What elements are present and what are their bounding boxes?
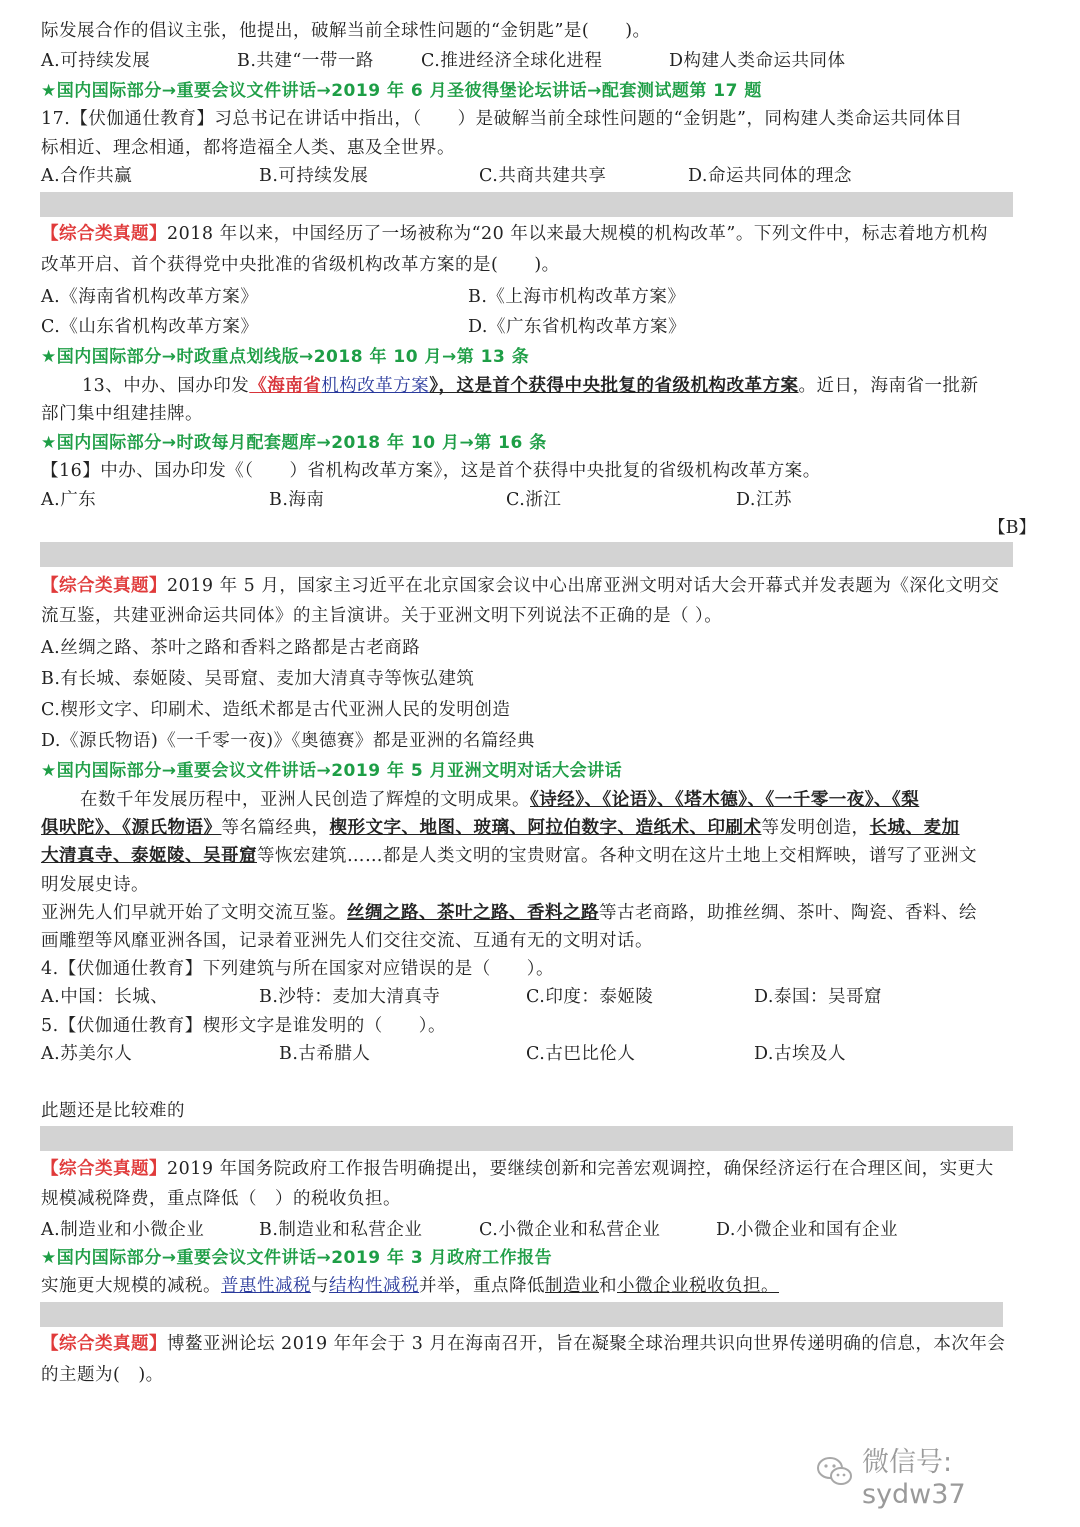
option-b: B.海南 xyxy=(269,490,325,510)
answer-explanation: 实施更大规模的减税。普惠性减税与结构性减税并举，重点降低制造业和小微企业税收负担。 xyxy=(41,1276,779,1296)
options-row xyxy=(41,313,1041,342)
option-b: B.《上海市机构改革方案》 xyxy=(468,287,686,307)
option-c: C.楔形文字、印刷术、造纸术都是古代亚洲人民的发明创造 xyxy=(41,700,511,720)
options-row xyxy=(41,1216,1041,1245)
question-stem: 规模减税降费，重点降低（ ）的税收负担。 xyxy=(41,1189,401,1209)
answer-key: 【B】 xyxy=(988,518,1036,538)
option-c: C.《山东省机构改革方案》 xyxy=(41,317,259,337)
question-stem: 【综合类真题】2018 年以来，中国经历了一场被称为“20 年以来最大规模的机构改革”。下列文件中，标志着地方机构 xyxy=(41,224,988,244)
option-b: B.沙特：麦加大清真寺 xyxy=(259,987,441,1007)
option-b: B.共建“一带一路 xyxy=(237,51,374,71)
options-row xyxy=(41,283,1041,312)
wechat-icon xyxy=(816,1456,862,1495)
excerpt-paragraph: 亚洲先人们早就开始了文明交流互鉴。丝绸之路、茶叶之路、香料之路等古老商路，助推丝绸、茶叶、陶瓷、香料、绘 xyxy=(41,903,977,923)
excerpt-paragraph: 明发展史诗。 xyxy=(41,875,149,895)
option-d: D.命运共同体的理念 xyxy=(688,166,852,186)
source-line: ★国内国际部分→时政每月配套题库→2018 年 10 月→第 16 条 xyxy=(41,433,547,453)
option-a: A.苏美尔人 xyxy=(41,1044,133,1064)
option-d: D.古埃及人 xyxy=(754,1044,846,1064)
question-stem: 【综合类真题】博鳌亚洲论坛 2019 年年会于 3 月在海南召开，旨在凝聚全球治理共识向世界传递明确的信息，本次年会 xyxy=(41,1334,1006,1354)
option-d: D.《源氏物语)《一千零一夜)》《奥德赛》都是亚洲的名篇经典 xyxy=(41,731,535,751)
option-d: D构建人类命运共同体 xyxy=(669,51,846,71)
section-divider xyxy=(40,192,1013,217)
source-line: ★国内国际部分→时政重点划线版→2018 年 10 月→第 13 条 xyxy=(41,347,530,367)
question-stem: 【综合类真题】2019 年国务院政府工作报告明确提出，要继续创新和完善宏观调控，确保经济运行在合理区间，实更大 xyxy=(41,1159,994,1179)
option-a: A.《海南省机构改革方案》 xyxy=(41,287,259,307)
option-d: D.《广东省机构改革方案》 xyxy=(468,317,686,337)
question-tag: 【综合类真题】 xyxy=(41,576,167,596)
option-a: A.制造业和小微企业 xyxy=(41,1220,205,1240)
option-c: C.小微企业和私营企业 xyxy=(479,1220,661,1240)
question-tag: 【综合类真题】 xyxy=(41,1159,167,1179)
section-divider xyxy=(40,542,1013,567)
source-line: ★国内国际部分→重要会议文件讲话→2019 年 6 月圣彼得堡论坛讲话→配套测试题第 17 题 xyxy=(41,81,762,101)
question-tag: 【综合类真题】 xyxy=(41,224,167,244)
question-stem: 【综合类真题】2019 年 5 月，国家主习近平在北京国家会议中心出席亚洲文明对话大会开幕式并发表题为《深化文明交 xyxy=(41,576,1000,596)
excerpt-paragraph: 俱吠陀》、《源氏物语》等名篇经典，楔形文字、地图、玻璃、阿拉伯数字、造纸术、印刷术等发明创造，长城、麦加 xyxy=(41,818,960,838)
question-stem: 际发展合作的倡议主张，他提出，破解当前全球性问题的“金钥匙”是( )。 xyxy=(41,21,651,41)
option-a: A.丝绸之路、茶叶之路和香料之路都是古老商路 xyxy=(41,638,421,658)
question-stem: 改革开启、首个获得党中央批准的省级机构改革方案的是( )。 xyxy=(41,255,560,275)
option-a: A.合作共赢 xyxy=(41,166,133,186)
question-stem: 流互鉴，共建亚洲命运共同体》的主旨演讲。关于亚洲文明下列说法不正确的是（ ）。 xyxy=(41,606,723,626)
section-divider xyxy=(40,1126,1013,1151)
excerpt-paragraph: 13、中办、国办印发《海南省机构改革方案》，这是首个获得中央批复的省级机构改革方案。近日，海南省一批新 xyxy=(82,376,979,396)
option-c: C.古巴比伦人 xyxy=(526,1044,636,1064)
option-d: D.小微企业和国有企业 xyxy=(716,1220,898,1240)
section-divider xyxy=(40,1302,1003,1327)
wechat-watermark xyxy=(816,1447,1056,1510)
question-stem: 17.【伏伽通仕教育】习总书记在讲话中指出，（ ）是破解当前全球性问题的“金钥匙”，同构建人类命运共同体目 xyxy=(41,109,963,129)
excerpt-paragraph: 部门集中组建挂牌。 xyxy=(41,404,203,424)
options-row xyxy=(41,486,1041,515)
options-row xyxy=(41,47,1041,76)
option-a: A.可持续发展 xyxy=(41,51,151,71)
options-row xyxy=(41,162,1041,191)
excerpt-paragraph: 在数千年发展历程中，亚洲人民创造了辉煌的文明成果。《诗经》、《论语》、《塔木德》、《一千零一夜》、《梨 xyxy=(80,790,920,810)
option-b: B.古希腊人 xyxy=(279,1044,371,1064)
option-b: B.制造业和私营企业 xyxy=(259,1220,423,1240)
question-stem: 5.【伏伽通仕教育】楔形文字是谁发明的（ ）。 xyxy=(41,1016,446,1036)
options-row xyxy=(41,1040,1041,1069)
watermark-text: 微信号: sydw37 xyxy=(862,1447,966,1510)
excerpt-paragraph: 画雕塑等风靡亚洲各国，记录着亚洲先人们交往交流、互通有无的文明对话。 xyxy=(41,931,653,951)
option-b: B.有长城、泰姬陵、吴哥窟、麦加大清真寺等恢弘建筑 xyxy=(41,669,475,689)
question-tag: 【综合类真题】 xyxy=(41,1334,167,1354)
option-a: A.中国：长城、 xyxy=(41,987,169,1007)
option-c: C.推进经济全球化进程 xyxy=(421,51,603,71)
note-text: 此题还是比较难的 xyxy=(41,1101,185,1121)
source-line: ★国内国际部分→重要会议文件讲话→2019 年 3 月政府工作报告 xyxy=(41,1248,553,1268)
question-stem: 4.【伏伽通仕教育】下列建筑与所在国家对应错误的是（ ）。 xyxy=(41,959,554,979)
question-stem: 标相近、理念相通，都将造福全人类、惠及全世界。 xyxy=(41,138,455,158)
option-c: C.浙江 xyxy=(506,490,562,510)
option-d: D.泰国：吴哥窟 xyxy=(754,987,882,1007)
question-stem: 的主题为( )。 xyxy=(41,1365,164,1385)
option-c: C.共商共建共享 xyxy=(479,166,607,186)
options-row xyxy=(41,983,1041,1012)
question-stem: 【16】中办、国办印发《（ ）省机构改革方案》，这是首个获得中央批复的省级机构改革方案。 xyxy=(41,461,821,481)
excerpt-paragraph: 大清真寺、泰姬陵、吴哥窟等恢宏建筑……都是人类文明的宝贵财富。各种文明在这片土地上交相辉映，谱写了亚洲文 xyxy=(41,846,977,866)
option-a: A.广东 xyxy=(41,490,97,510)
option-c: C.印度：泰姬陵 xyxy=(526,987,654,1007)
option-b: B.可持续发展 xyxy=(259,166,369,186)
option-d: D.江苏 xyxy=(736,490,792,510)
source-line: ★国内国际部分→重要会议文件讲话→2019 年 5 月亚洲文明对话大会讲话 xyxy=(41,761,623,781)
